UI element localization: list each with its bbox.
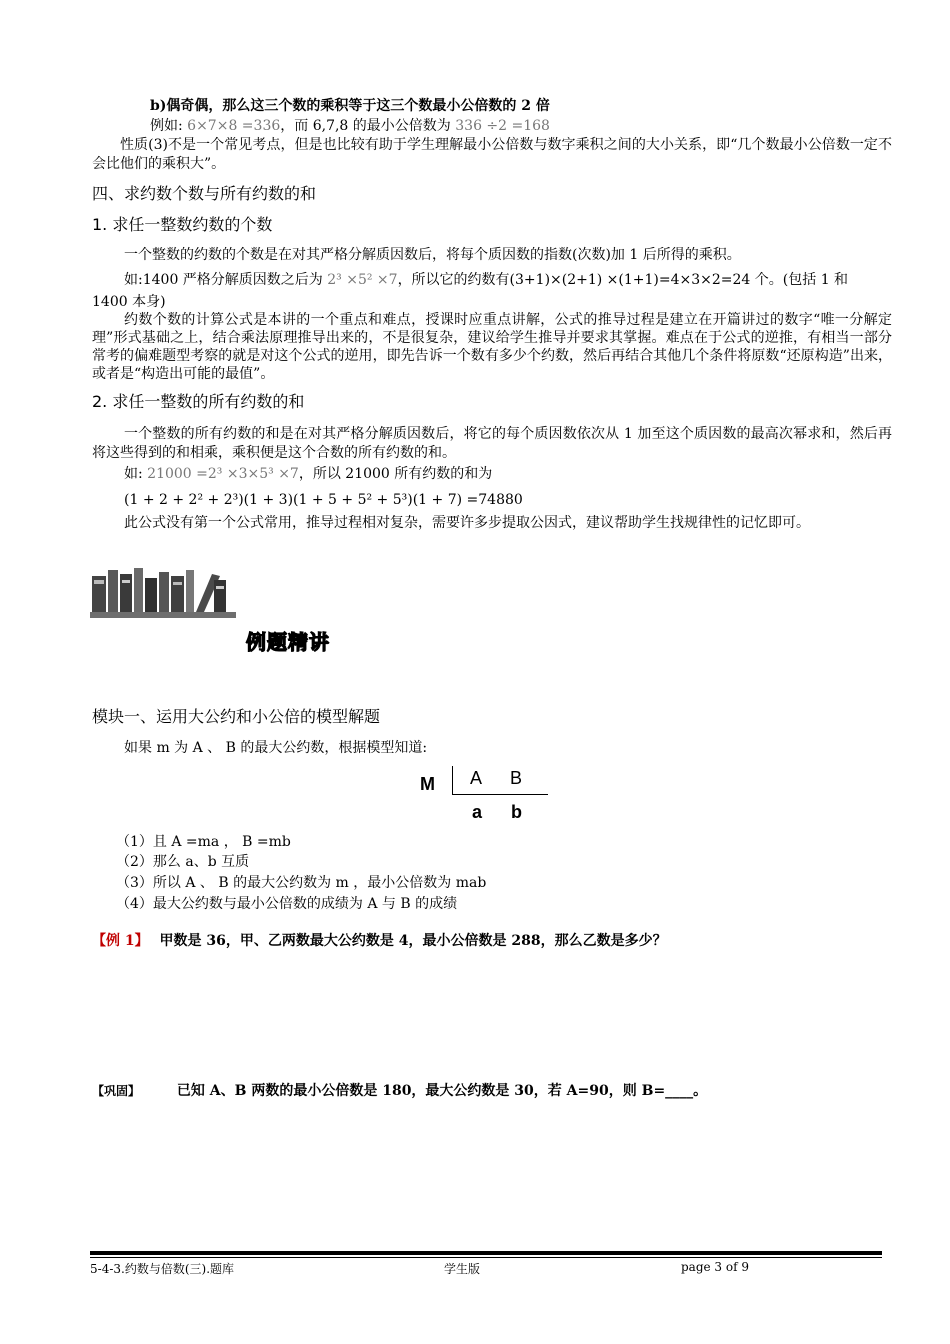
books-icon bbox=[88, 566, 238, 620]
example1 bbox=[92, 931, 667, 951]
consolidate-tag: 【巩固】 bbox=[92, 1084, 141, 1098]
model-a-small: a bbox=[472, 802, 483, 822]
section4-title: 四、求约数个数与所有约数的和 bbox=[92, 184, 317, 203]
books-banner-graphic bbox=[88, 566, 238, 620]
model-m-label: M bbox=[420, 774, 435, 794]
section4-p3: 约数个数的计算公式是本讲的一个重点和难点，授课时应重点讲解，公式的推导过程是建立在开篇讲过的数字“唯一分解定理”形式基础之上，结合乘法原理推导出来的，不是很复杂，建议给学生推导并要求其掌握。难点在于公式的逆推，有相当一部分常考的偏难题型考察的就是对这个公式的逆用，即先告诉一个数有多少个约数，然后再结合其他几个条件将原数“还原构造”出来，或者是“构造出可能的最值”。 bbox=[92, 312, 892, 382]
section4-sub1: 1. 求任一整数约数的个数 bbox=[92, 215, 273, 234]
p5-prefix: 如: bbox=[124, 466, 143, 482]
section4-p5 bbox=[124, 464, 492, 484]
section4-p4: 一个整数的所有约数的和是在对其严格分解质因数后，将它的每个质因数依次从 1 加至这个质因数的最高次幂求和，然后再将这些得到的和相乘，乘积便是这个合数的所有约数的和。 bbox=[92, 426, 892, 461]
module1-item-3: （3）所以 A 、 B 的最大公约数为 m ，最小公倍数为 mab bbox=[116, 875, 487, 891]
consolidate bbox=[92, 1081, 707, 1101]
model-b-small: b bbox=[511, 802, 522, 822]
example1-question: 甲数是 36，甲、乙两数最大公约数是 4，最小公倍数是 288，那么乙数是多少？ bbox=[159, 933, 667, 949]
footer-left: 5-4-3.约数与倍数(三).题库 bbox=[90, 1262, 235, 1276]
module1-title: 模块一、运用大公约和小公倍的模型解题 bbox=[92, 707, 381, 726]
footer-center: 学生版 bbox=[444, 1262, 481, 1276]
footer-thick-rule bbox=[90, 1251, 882, 1255]
model-b-big: B bbox=[510, 768, 523, 788]
section4-p2 bbox=[124, 270, 848, 290]
example-mid: ，而 6,7,8 的最小公倍数为 bbox=[280, 118, 451, 134]
model-a-big: A bbox=[470, 768, 483, 788]
section4-p2-line2: 1400 本身) bbox=[92, 294, 166, 310]
p2-formula: 2³ ×5² ×7 bbox=[327, 272, 398, 288]
p5-suffix: ，所以 21000 所有约数的和为 bbox=[298, 466, 493, 482]
model-horizontal-line bbox=[452, 794, 548, 795]
property-b-line: b)偶奇偶，那么这三个数的乘积等于这三个数最小公倍数的 2 倍 bbox=[150, 98, 550, 114]
p5-formula: 21000 =2³ ×3×5³ ×7 bbox=[147, 466, 299, 482]
banner-title: 例题精讲 bbox=[246, 630, 330, 654]
module1-item-1: （1）且 A =ma ， B =mb bbox=[116, 834, 291, 850]
p2-prefix: 如:1400 严格分解质因数之后为 bbox=[124, 272, 323, 288]
consolidate-question: 已知 A、B 两数的最小公倍数是 180，最大公约数是 30，若 A=90，则 B=____。 bbox=[176, 1083, 708, 1099]
example1-tag: 【例 1】 bbox=[92, 933, 149, 949]
model-vertical-line bbox=[452, 766, 453, 794]
module1-item-2: （2）那么 a、b 互质 bbox=[116, 854, 250, 870]
section4-p6-formula: (1 + 2 + 2² + 2³)(1 + 3)(1 + 5 + 5² + 5³)(1 + 7) =74880 bbox=[124, 492, 523, 508]
section4-p7: 此公式没有第一个公式常用，推导过程相对复杂，需要许多步提取公因式，建议帮助学生找规律性的记忆即可。 bbox=[124, 515, 810, 531]
module1-intro: 如果 m 为 A 、 B 的最大公约数，根据模型知道: bbox=[124, 740, 428, 756]
section4-sub2: 2. 求任一整数的所有约数的和 bbox=[92, 392, 305, 411]
section4-p1: 一个整数的约数的个数是在对其严格分解质因数后，将每个质因数的指数(次数)加 1 后所得的乘积。 bbox=[124, 247, 741, 263]
example-result: 336 ÷2 =168 bbox=[455, 118, 550, 134]
footer-page-number: page 3 of 9 bbox=[681, 1260, 749, 1274]
p2-suffix: ，所以它的约数有(3+1)×(2+1) ×(1+1)=4×3×2=24 个。(包括 1 和 bbox=[397, 272, 849, 288]
example-formula: 6×7×8 =336 bbox=[187, 118, 281, 134]
example-line bbox=[150, 116, 550, 136]
module1-item-4: （4）最大公约数与最小公倍数的成绩为 A 与 B 的成绩 bbox=[116, 896, 458, 912]
property3-paragraph: 性质(3)不是一个常见考点，但是也比较有助于学生理解最小公倍数与数字乘积之间的大小关系，即“几个数最小公倍数一定不会比他们的乘积大”。 bbox=[92, 137, 892, 172]
example-prefix: 例如: bbox=[150, 118, 183, 134]
footer-thin-rule bbox=[90, 1257, 882, 1258]
